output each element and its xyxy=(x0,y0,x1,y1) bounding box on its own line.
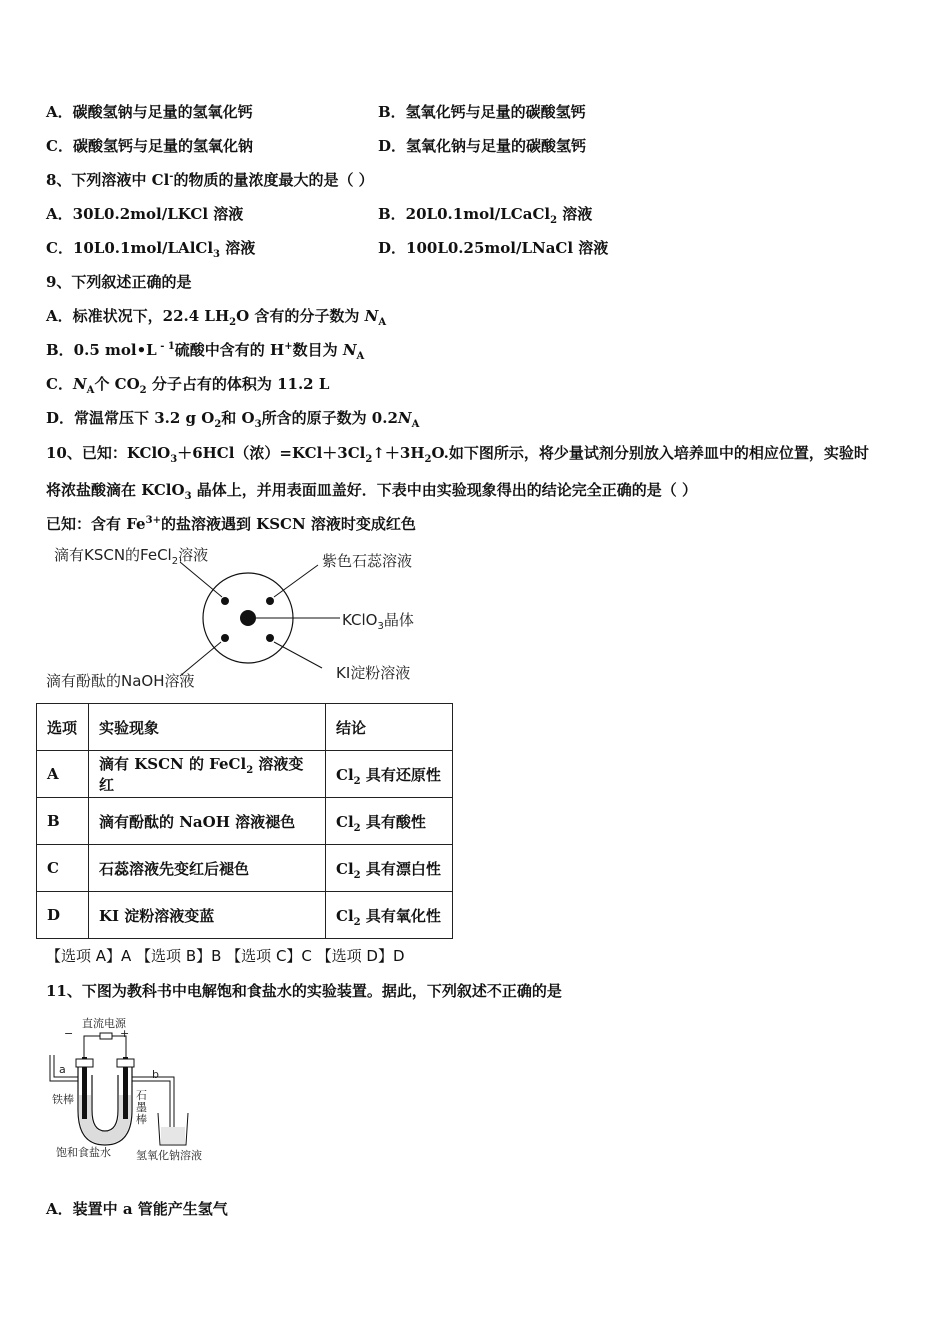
q8-stem: 8、下列溶液中 Cl-的物质的量浓度最大的是（ ） xyxy=(46,171,374,189)
q9-option-d: D．常温常压下 3.2 g $O_2$和 $O_3$所含的原子数为 $0.2N_A$ xyxy=(46,409,420,430)
label-graphite-rod: 石 墨 棒 xyxy=(136,1089,147,1126)
naoh-drop-dot xyxy=(221,634,229,642)
label-tube-b: b xyxy=(152,1068,159,1081)
table-row xyxy=(37,751,453,798)
q10-results-table xyxy=(36,703,453,939)
label-minus: − xyxy=(64,1027,74,1040)
q9-stem: 9、下列叙述正确的是 xyxy=(46,273,192,291)
q11-option-a: A．装置中 a 管能产生氢气 xyxy=(46,1200,228,1218)
row-conclusion: $Cl_2$ 具有漂白性 xyxy=(326,845,453,892)
leader-fecl2 xyxy=(180,562,222,597)
q10-note: 已知：含有 $Fe^{3+}$的盐溶液遇到 KSCN 溶液时变成红色 xyxy=(46,515,416,533)
table-header-row xyxy=(37,704,453,751)
table-row xyxy=(37,798,453,845)
power-supply-box xyxy=(100,1033,112,1039)
row-phenomenon: 滴有 KSCN 的 FeCl$_2$ 溶液变红 xyxy=(89,751,326,798)
q10-stem-line1: 10、已知：KClO$_3$＋6HCl（浓）$=KCl+3Cl_2↑+3H_2O$.如下图所示，将少量试剂分别放入培养皿中的相应位置，实验时 xyxy=(46,444,869,465)
tube-a xyxy=(54,1055,78,1077)
q7-option-b: B．氢氧化钙与足量的碳酸氢钙 xyxy=(378,103,586,121)
q9-option-b: B．0.5 mol•L $^{- 1}$硫酸中含有的 H+数目为 $N_A$ xyxy=(46,341,365,362)
leader-litmus xyxy=(274,565,318,597)
header-option: 选项 xyxy=(37,704,89,751)
row-phenomenon: KI 淀粉溶液变蓝 xyxy=(89,892,326,939)
label-brine: 饱和食盐水 xyxy=(56,1146,111,1159)
kclo3-crystal-dot xyxy=(240,610,256,626)
table-row xyxy=(37,892,453,939)
row-conclusion: $Cl_2$ 具有酸性 xyxy=(326,798,453,845)
label-kclo3-crystal: KClO$_3$晶体 xyxy=(342,611,414,632)
label-naoh-phenolphthalein: 滴有酚酞的NaOH溶液 xyxy=(46,672,195,690)
q8-option-d: D．100L0.25mol/LNaCl 溶液 xyxy=(378,239,609,257)
q7-option-a: A．碳酸氢钠与足量的氢氧化钙 xyxy=(46,103,253,121)
row-phenomenon: 滴有酚酞的 NaOH 溶液褪色 xyxy=(89,798,326,845)
row-conclusion: $Cl_2$ 具有还原性 xyxy=(326,751,453,798)
q9-option-a: A．标准状况下，22.4 $LH_2O$ 含有的分子数为 $N_A$ xyxy=(46,307,387,328)
q8-option-b: B．20L0.1mol/LCaCl$_2$ 溶液 xyxy=(378,205,593,226)
row-option: D xyxy=(37,892,89,939)
ki-drop-dot xyxy=(266,634,274,642)
q9-option-c: C．$N_A$个 $CO_2$ 分子占有的体积为 11.2 L xyxy=(46,375,330,396)
row-option: C xyxy=(37,845,89,892)
table-row xyxy=(37,845,453,892)
row-option: B xyxy=(37,798,89,845)
q10-stem-line2: 将浓盐酸滴在 KClO$_3$ 晶体上，并用表面皿盖好．下表中由实验现象得出的结论完全正确的是（ ） xyxy=(46,481,697,502)
header-conclusion: 结论 xyxy=(326,704,453,751)
wire-negative xyxy=(84,1036,100,1057)
q11-stem: 11、下图为教科书中电解饱和食盐水的实验装置。据此，下列叙述不正确的是 xyxy=(46,982,562,1000)
label-naoh-solution: 氢氧化钠溶液 xyxy=(136,1149,202,1162)
q8-option-c: C．10L0.1mol/LAlCl$_3$ 溶液 xyxy=(46,239,256,260)
label-litmus-solution: 紫色石蕊溶液 xyxy=(322,552,413,570)
label-fecl2-solution: 滴有KSCN的FeCl$_2$溶液 xyxy=(54,546,209,567)
label-tube-a: a xyxy=(59,1063,66,1076)
label-iron-rod: 铁棒 xyxy=(52,1093,74,1106)
label-dc-power: 直流电源 xyxy=(82,1017,126,1030)
label-ki-starch: KI淀粉溶液 xyxy=(336,664,411,682)
q8-option-a: A．30L0.2mol/LKCl 溶液 xyxy=(46,205,244,223)
row-conclusion: $Cl_2$ 具有氧化性 xyxy=(326,892,453,939)
fecl2-drop-dot xyxy=(221,597,229,605)
q7-option-d: D．氢氧化钠与足量的碳酸氢钙 xyxy=(378,137,587,155)
header-phenomenon: 实验现象 xyxy=(89,704,326,751)
label-plus: + xyxy=(120,1027,130,1040)
q7-option-c: C．碳酸氢钙与足量的氢氧化钠 xyxy=(46,137,253,155)
leader-ki xyxy=(274,642,322,668)
litmus-drop-dot xyxy=(266,597,274,605)
row-phenomenon: 石蕊溶液先变红后褪色 xyxy=(89,845,326,892)
row-option: A xyxy=(37,751,89,798)
q10-answer-choices: 【选项 A】A 【选项 B】B 【选项 C】C 【选项 D】D xyxy=(46,947,405,965)
